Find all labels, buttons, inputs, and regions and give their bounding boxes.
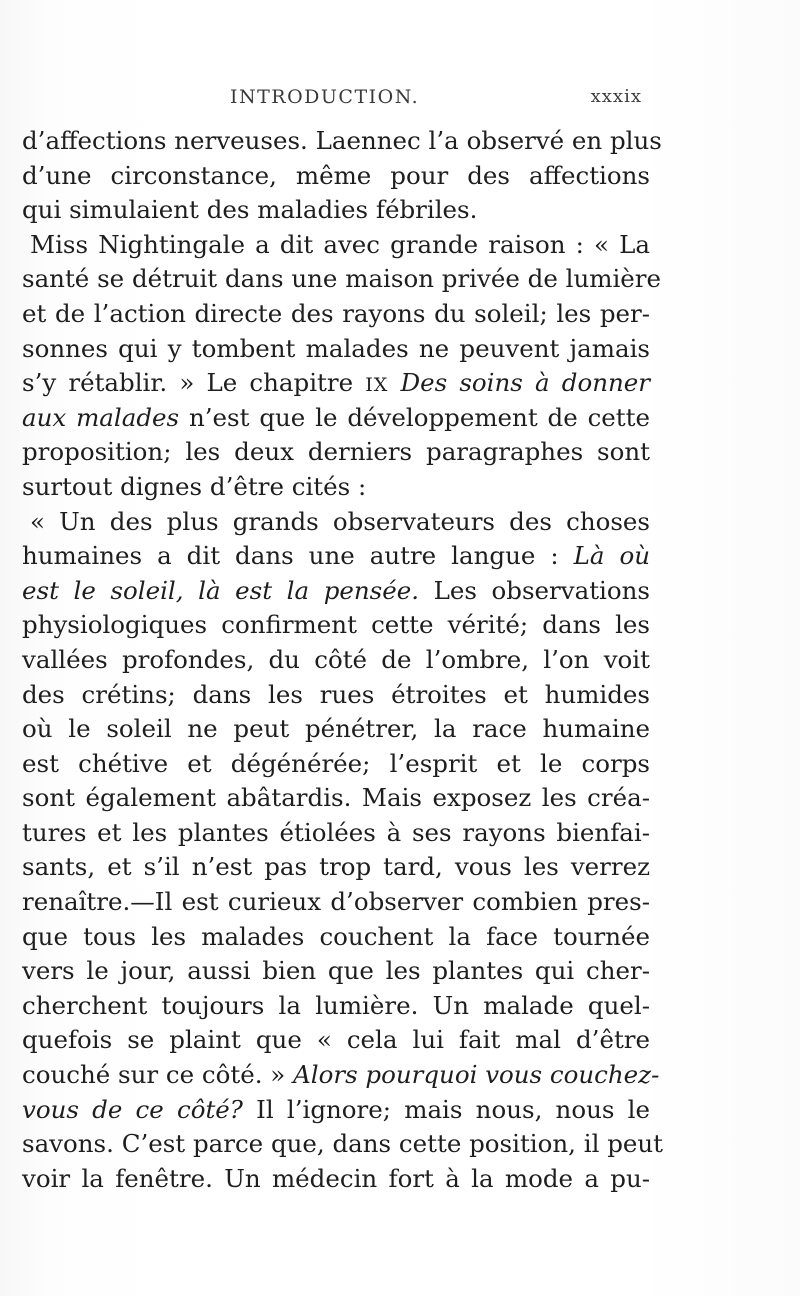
text-segment: humaines a dit dans une autre langue : (22, 541, 574, 571)
text-segment: s’y rétablir. » Le chapitre (22, 368, 366, 398)
italic-text: aux malades (22, 402, 180, 432)
text-line (22, 781, 650, 816)
text-segment: physiologiques confirment cette vérité; dans les (22, 610, 650, 640)
text-segment: que tous les malades couchent la face tournée (22, 921, 650, 951)
text-line (22, 747, 650, 782)
text-line (22, 643, 650, 678)
text-line (22, 1058, 660, 1093)
text-line (22, 816, 650, 851)
italic-text: Des soins à donner (400, 368, 650, 398)
text-line (22, 539, 650, 574)
text-line (22, 1162, 650, 1197)
text-line (22, 920, 650, 955)
text-segment: sonnes qui y tombent malades ne peuvent jamais (22, 333, 650, 363)
text-segment (388, 368, 400, 397)
text-line (22, 332, 650, 367)
text-line (22, 712, 650, 747)
text-line (22, 885, 650, 920)
text-segment: Il l’ignore; mais nous, nous le (242, 1094, 650, 1124)
text-segment: est chétive et dégénérée; l’esprit et le corps (22, 748, 650, 778)
text-line (22, 297, 650, 332)
text-segment: d’une circonstance, même pour des affections (22, 160, 650, 190)
text-segment: vallées profondes, du côté de l’ombre, l’on voit (22, 644, 650, 674)
text-segment: n’est que le développement de cette (179, 402, 650, 432)
running-title: INTRODUCTION. (230, 86, 420, 108)
page-number: xxxix (590, 86, 642, 107)
text-segment: tures et les plantes étiolées à ses rayons bienfai- (22, 817, 650, 847)
text-line (22, 124, 662, 159)
text-segment: vers le jour, aussi bien que les plantes qui cher- (22, 956, 650, 986)
text-segment: IX (365, 374, 389, 397)
italic-text: Alors pourquoi vous couchez- (293, 1060, 660, 1090)
text-line (22, 989, 650, 1024)
text-segment: renaître.—Il est curieux d’observer combien pres- (22, 887, 650, 917)
text-line (22, 678, 650, 713)
text-line (22, 850, 650, 885)
body-text (22, 124, 664, 1196)
text-segment: santé se détruit dans une maison privée de lumière (22, 264, 661, 294)
text-segment: surtout dignes d’être cités : (22, 471, 367, 501)
text-segment: couché sur ce côté. » (22, 1060, 294, 1090)
text-line (22, 401, 650, 436)
text-line (22, 193, 650, 228)
text-segment: voir la fenêtre. Un médecin fort à la mode a pu- (22, 1163, 650, 1193)
text-segment: Miss Nightingale a dit avec grande raison : « La (30, 229, 650, 259)
text-segment: proposition; les deux derniers paragraphes sont (22, 437, 650, 467)
text-segment: qui simulaient des maladies fébriles. (22, 195, 478, 225)
text-line (22, 435, 650, 470)
text-line (22, 470, 650, 505)
text-line (22, 1127, 664, 1162)
italic-text: est le soleil, là est la pensée. (22, 575, 420, 605)
text-segment: cherchent toujours la lumière. Un malade quel- (22, 990, 650, 1020)
text-line (22, 228, 650, 263)
text-segment: Les observations (419, 575, 650, 605)
text-segment: d’affections nerveuses. Laennec l’a observé en plus (22, 126, 662, 155)
text-line (22, 574, 650, 609)
text-line (22, 608, 650, 643)
text-line (22, 505, 650, 540)
italic-text: Là où (573, 541, 650, 571)
text-line (22, 1023, 650, 1058)
text-segment: où le soleil ne peut pénétrer, la race humaine (22, 714, 650, 744)
text-segment: des crétins; dans les rues étroites et humides (22, 679, 650, 709)
text-line (22, 954, 650, 989)
text-line (22, 262, 661, 297)
text-segment: et de l’action directe des rayons du soleil; les per- (22, 298, 650, 328)
text-line (22, 159, 650, 194)
text-line (22, 366, 650, 401)
text-line (22, 1093, 650, 1128)
text-segment: « Un des plus grands observateurs des choses (30, 506, 650, 536)
text-segment: sont également abâtardis. Mais exposez les créa- (22, 783, 650, 813)
text-segment: savons. C’est parce que, dans cette position, il peut (22, 1129, 664, 1159)
italic-text: vous de ce côté? (22, 1094, 243, 1124)
text-segment: quefois se plaint que « cela lui fait mal d’être (22, 1025, 650, 1055)
text-segment: sants, et s’il n’est pas trop tard, vous les verrez (22, 852, 650, 882)
